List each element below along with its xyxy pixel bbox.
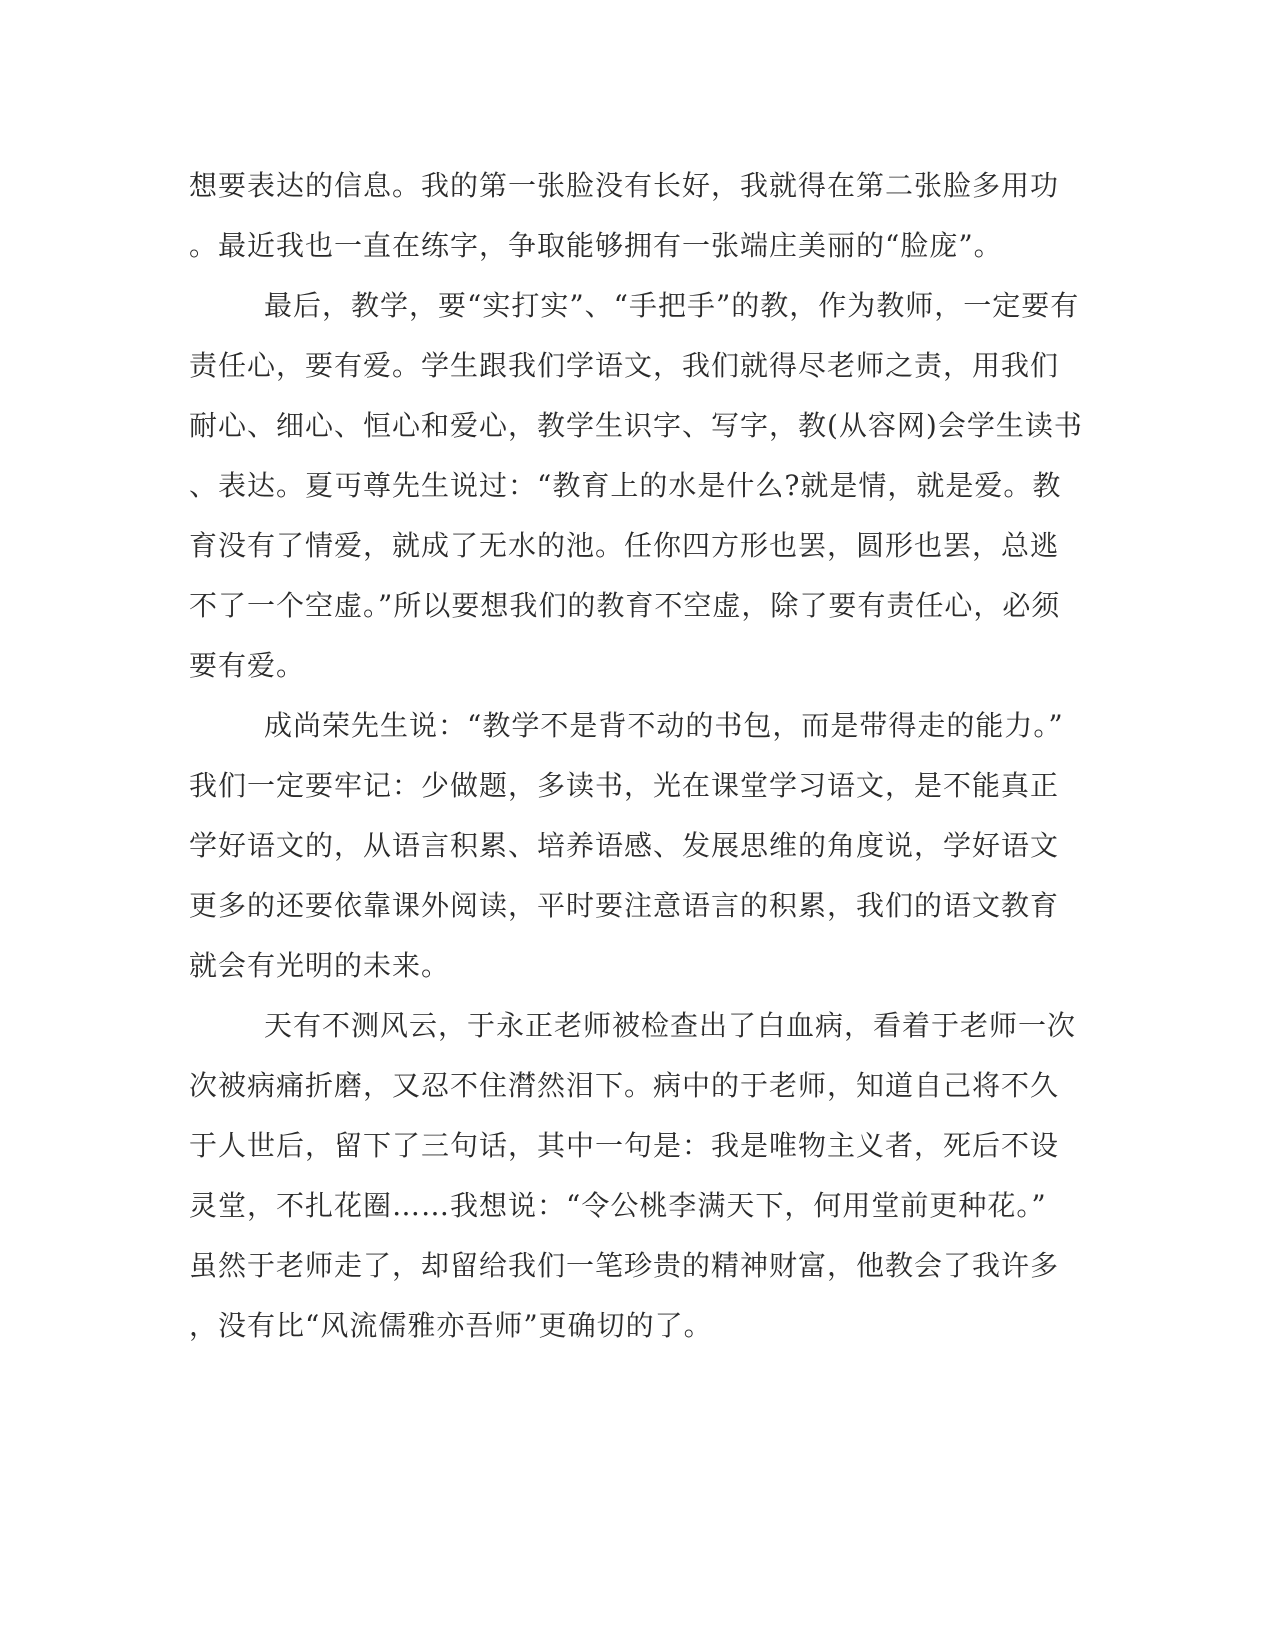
text-line: 责任心，要有爱。学生跟我们学语文，我们就得尽老师之责，用我们 <box>189 349 1060 382</box>
text-line: 育没有了情爱，就成了无水的池。任你四方形也罢，圆形也罢，总逃 <box>189 529 1060 562</box>
text-line: 。最近我也一直在练字，争取能够拥有一张端庄美丽的“脸庞”。 <box>189 229 1003 262</box>
text-line: 更多的还要依靠课外阅读，平时要注意语言的积累，我们的语文教育 <box>189 889 1060 922</box>
text-line: 于人世后，留下了三句话，其中一句是：我是唯物主义者，死后不设 <box>189 1129 1060 1162</box>
text-line: 成尚荣先生说：“教学不是背不动的书包，而是带得走的能力。” <box>264 709 1064 742</box>
text-line: 灵堂，不扎花圈……我想说：“令公桃李满天下，何用堂前更种花。” <box>189 1189 1047 1222</box>
text-line: ，没有比“风流儒雅亦吾师”更确切的了。 <box>189 1309 713 1342</box>
text-line: 想要表达的信息。我的第一张脸没有长好，我就得在第二张脸多用功 <box>189 169 1060 202</box>
text-line: 我们一定要牢记：少做题，多读书，光在课堂学习语文，是不能真正 <box>189 769 1060 802</box>
body-text <box>189 156 1089 1356</box>
text-line: 虽然于老师走了，却留给我们一笔珍贵的精神财富，他教会了我许多 <box>189 1249 1060 1282</box>
text-line: 学好语文的，从语言积累、培养语感、发展思维的角度说，学好语文 <box>189 829 1060 862</box>
text-line: 、表达。夏丏尊先生说过：“教育上的水是什么?就是情，就是爱。教 <box>189 469 1062 502</box>
text-line: 就会有光明的未来。 <box>189 949 451 982</box>
text-line: 要有爱。 <box>189 649 306 682</box>
text-line: 天有不测风云，于永正老师被检查出了白血病，看着于老师一次 <box>264 1009 1077 1042</box>
text-line: 最后，教学，要“实打实”、“手把手”的教，作为教师，一定要有 <box>264 289 1080 322</box>
text-line: 不了一个空虚。”所以要想我们的教育不空虚，除了要有责任心，必须 <box>189 589 1061 622</box>
text-line: 次被病痛折磨，又忍不住潸然泪下。病中的于老师，知道自己将不久 <box>189 1069 1060 1102</box>
text-line: 耐心、细心、恒心和爱心，教学生识字、写字，教(从容网)会学生读书 <box>189 409 1083 442</box>
